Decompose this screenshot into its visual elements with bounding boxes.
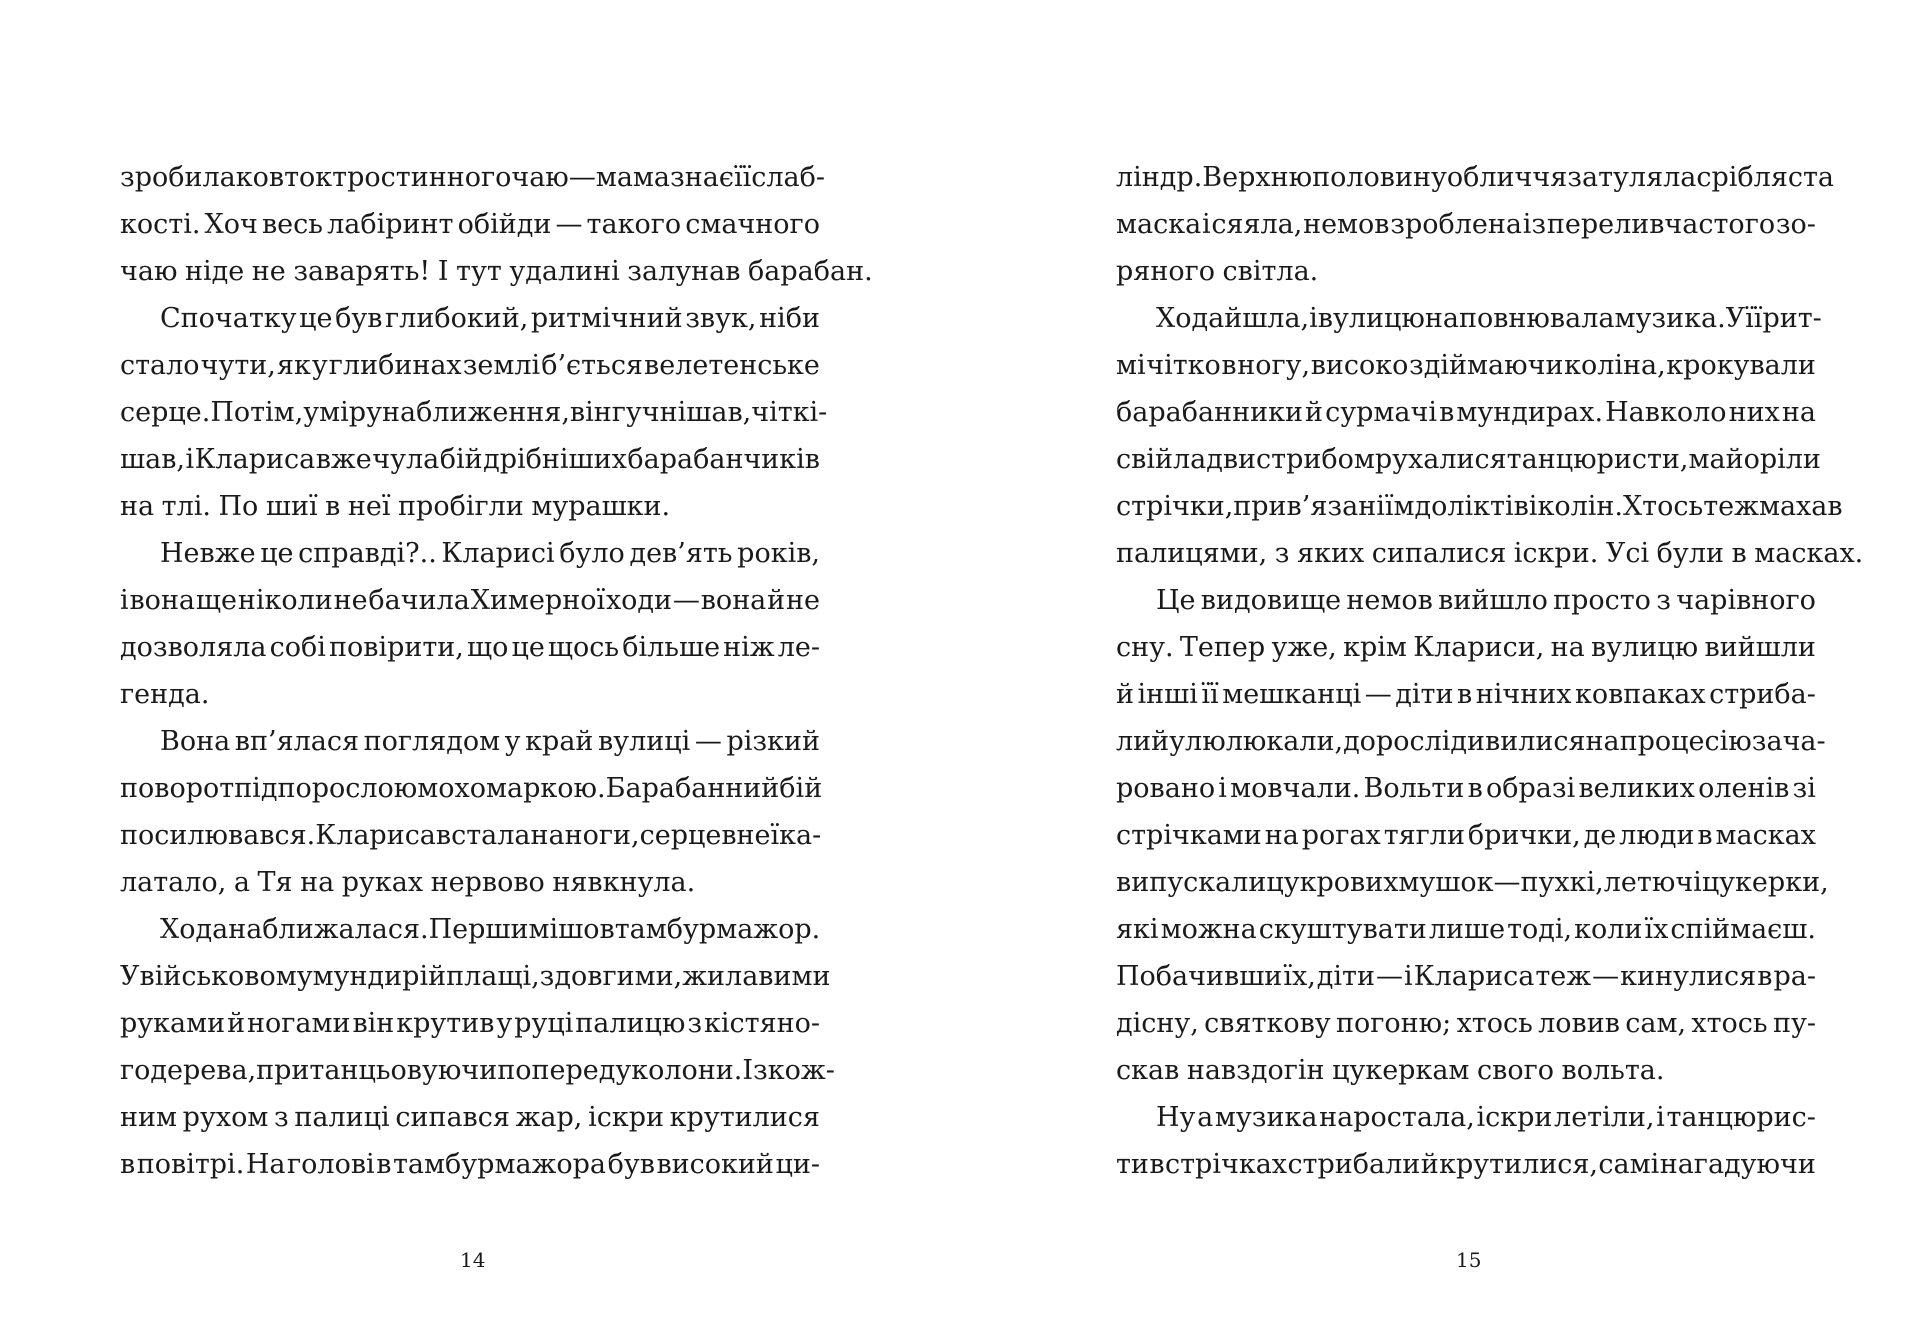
text-line: латало, а Тя на руках нервово нявкнула. [120,867,696,898]
text-line: Побачивши їх, діти — і Клариса теж — кинулися в ра- [1116,961,1816,992]
text-line: барабанники й сурмачі в мундирах. Навколо них на [1116,397,1816,428]
text-line: ти в стрічках стрибали й крутилися, самі нагадуючи [1116,1149,1816,1180]
text-line: посилювався. Клариса встала на ноги, серце в неї ка- [120,820,822,851]
right-page [960,0,1920,1324]
text-line: скав навздогін цукеркам свого вольта. [1116,1055,1665,1086]
left-page-number: 14 [460,1248,486,1272]
text-line: стрічками на рогах тягли брички, де люди в масках [1116,820,1816,851]
text-line: ровано і мовчали. Вольти в образі великих оленів зі [1116,773,1816,804]
text-line: маска і сяяла, немов зроблена із переливчастого зо- [1116,209,1816,240]
text-line: генда. [120,679,210,710]
text-line: стрічки, прив’язані їм до ліктів і колін. Хтось теж махав [1116,491,1843,522]
text-line: випускали цукрових мушок — пухкі, летючі цукерки, [1116,867,1829,898]
text-line: У військовому мундирі й плащі, з довгими, жилавими [120,961,831,992]
text-line: Це видовище немов вийшло просто з чарівного [1156,585,1816,616]
text-line: палицями, з яких сипалися іскри. Усі були в масках. [1116,538,1864,569]
text-line: Ну а музика наростала, іскри летіли, і танцюрис- [1156,1102,1816,1133]
text-line: ли й улюлюкали, дорослі дивилися на процесію зача- [1116,726,1826,757]
text-line: ліндр. Верхню половину обличчя затуляла срібляста [1116,162,1835,193]
right-page-number: 15 [1456,1248,1482,1272]
text-line: дісну, святкову погоню; хтось ловив сам, хтось пу- [1116,1008,1816,1039]
text-line: поворот під порослою мохом аркою. Барабанний бій [120,773,823,804]
text-line: й інші її мешканці — діти в нічних ковпаках стриба- [1116,679,1816,710]
text-line: свій лад вистрибом рухалися танцюристи, майоріли [1116,444,1821,475]
text-line: Хода наближалася. Першим ішов тамбурмажор. [160,914,821,945]
text-line: го дерева, пританцьовуючи попереду колони. Із кож- [120,1055,835,1086]
text-line: ним рухом з палиці сипався жар, іскри крутилися [120,1102,820,1133]
text-line: Спочатку це був глибокий, ритмічний звук, ніби [160,303,820,334]
text-line: Хода йшла, і вулицю наповнювала музика. У її рит- [1156,303,1822,334]
text-line: руками й ногами він крутив у руці палицю з кістяно- [120,1008,820,1039]
text-line: Невже це справді?.. Кларисі було дев’ять років, [160,538,820,569]
text-line: мі чітко в ногу, високо здіймаючи коліна, крокували [1116,350,1816,381]
right-page-text [1116,154,1864,1188]
text-line: дозволяла собі повірити, що це щось більше ніж ле- [120,632,820,663]
text-line: і вона ще ніколи не бачила Химерної ходи — вона й не [120,585,820,616]
text-line: стало чути, як у глибинах землі б’ється велетенське [120,350,820,381]
text-line: ряного світла. [1116,256,1319,287]
text-line: шав, і Клариса вже чула бій дрібніших барабанчиків [120,444,820,475]
text-line: на тлі. По шиї в неї пробігли мурашки. [120,491,671,522]
text-line: чаю ніде не заварять! І тут удалині залунав барабан. [120,256,873,287]
text-line: зробила ковток тростинного чаю — мама знає її слаб- [120,162,826,193]
text-line: в повітрі. На голові в тамбурмажора був високий ци- [120,1149,820,1180]
text-line: сну. Тепер уже, крім Клариси, на вулицю вийшли [1116,632,1816,663]
left-page-text [120,154,873,1188]
text-line: серце. Потім, у міру наближення, він гучнішав, чіткі- [120,397,828,428]
text-line: які можна скуштувати лише тоді, коли їх спіймаєш. [1116,914,1816,945]
text-line: Вона вп’ялася поглядом у край вулиці — різкий [160,726,820,757]
text-line: кості. Хоч весь лабіринт обійди — такого смачного [120,209,820,240]
